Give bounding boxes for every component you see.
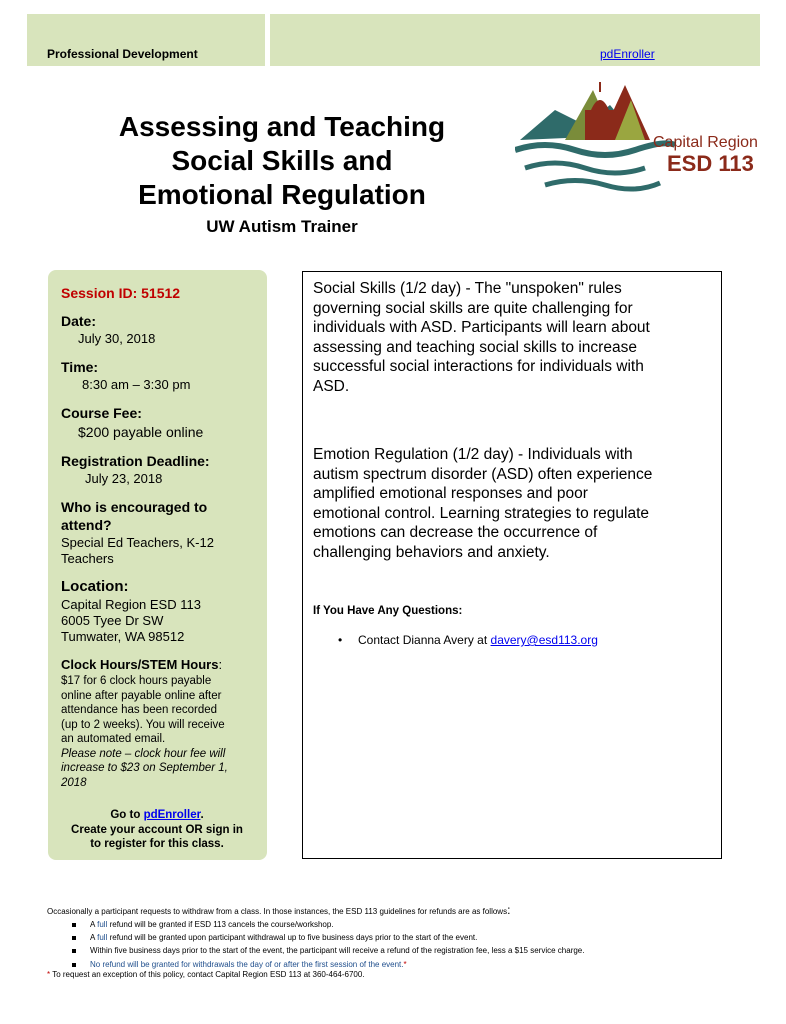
para2-line-4: emotional control. Learning strategies to regulate (313, 504, 650, 522)
para2-line-3: amplified emotional responses and poor (313, 485, 588, 502)
refund-item-3 (72, 946, 584, 955)
questions-heading: If You Have Any Questions: (313, 605, 463, 617)
header-label: Professional Development (47, 47, 198, 61)
refund-2-pre: A (90, 933, 98, 942)
para2-line-2: autism spectrum disorder (ASD) often experience (313, 465, 653, 483)
refund-intro (47, 903, 510, 917)
exception-text: To request an exception of this policy, contact Capital Region ESD 113 at 360-464-6700. (52, 970, 365, 979)
exception-asterisk: * (47, 970, 53, 979)
location-label: Location: (61, 578, 129, 595)
clock-line-1: $17 for 6 clock hours payable (61, 675, 212, 687)
refund-item-2 (72, 933, 477, 942)
audience-value-2: Teachers (61, 551, 114, 566)
para1-line-3: individuals with ASD. Participants will learn about (313, 319, 650, 336)
refund-item-1 (72, 920, 334, 929)
refund-1-post: refund will be granted if ESD 113 cancels the course/workshop. (107, 920, 334, 929)
location-line-1: Capital Region ESD 113 (61, 597, 201, 612)
refund-1-pre: A (90, 920, 98, 929)
social-skills-paragraph (313, 279, 713, 396)
refund-intro-colon: : (507, 903, 511, 917)
pdenroller-sidebar-link[interactable]: pdEnroller (143, 809, 201, 821)
clock-hours-details (61, 674, 261, 790)
refund-4-text: No refund will be granted for withdrawals the day of or after the first session of the event. (90, 960, 404, 969)
contact-prefix: Contact Dianna Avery at (358, 633, 491, 647)
bullet-square (72, 936, 76, 940)
para1-line-4: assessing and teaching social skills to increase (313, 338, 637, 356)
session-id: Session ID: 51512 (61, 285, 181, 301)
para1-line-2: governing social skills are quite challenging for (313, 299, 633, 317)
deadline-label: Registration Deadline: (61, 453, 210, 469)
deadline-value: July 23, 2018 (85, 471, 163, 486)
para1-line-5: successful social interactions for individuals with (313, 358, 644, 375)
refund-2-full: full (97, 933, 108, 942)
bullet-square (72, 923, 76, 927)
refund-intro-text: Occasionally a participant requests to withdraw from a class. In those instances, the ESD 113 guidelines for refunds are as follows (47, 907, 508, 916)
goto-suffix: . (200, 809, 204, 821)
clock-line-4: (up to 2 weeks). You will receive (61, 718, 225, 731)
refund-3-text: Within five business days prior to the start of the event, the participant will receive a refund of the registration fee, less a $15 service charge. (90, 946, 585, 955)
audience-label-2: attend? (61, 517, 112, 533)
clock-line-5: an automated email. (61, 733, 166, 745)
clock-hours-label (61, 657, 261, 672)
bullet-square (72, 963, 76, 967)
logo-text-line-1: Capital Region (653, 134, 758, 151)
date-value: July 30, 2018 (78, 331, 156, 346)
refund-1-full: full (97, 920, 108, 929)
fee-label: Course Fee: (61, 405, 142, 421)
clock-hours-label-text: Clock Hours/STEM Hours (61, 657, 219, 672)
refund-4-asterisk: * (403, 960, 407, 969)
time-value: 8:30 am – 3:30 pm (82, 377, 191, 392)
registration-instructions (52, 808, 262, 852)
page-subtitle: UW Autism Trainer (206, 217, 358, 236)
goto-line-2: Create your account OR sign in (71, 823, 243, 836)
location-line-3: Tumwater, WA 98512 (61, 629, 185, 644)
clock-hours-colon: : (218, 657, 223, 672)
contact-email-link[interactable]: davery@esd113.org (490, 633, 598, 647)
logo-text-line-2: ESD 113 (667, 151, 754, 176)
note-line-1: Please note – clock hour fee will (61, 747, 226, 760)
para2-line-1: Emotion Regulation (1/2 day) - Individuals with (313, 446, 633, 463)
clock-line-2: online after payable online after (61, 689, 222, 702)
para1-line-6: ASD. (313, 377, 350, 395)
para2-line-6: challenging behaviors and anxiety. (313, 543, 550, 561)
pdenroller-header-link[interactable]: pdEnroller (600, 47, 655, 61)
capital-region-esd-logo (515, 80, 765, 200)
bullet-dot: • (338, 633, 343, 647)
location-line-2: 6005 Tyee Dr SW (61, 613, 164, 628)
refund-item-4 (72, 960, 407, 969)
title-line-2: Social Skills and (171, 145, 393, 176)
note-line-3: 2018 (61, 776, 87, 789)
clock-line-3: attendance has been recorded (61, 704, 218, 716)
title-line-3: Emotional Regulation (138, 179, 426, 210)
page-title (92, 110, 472, 212)
para2-line-5: emotions can decrease the occurrence of (313, 524, 598, 541)
goto-prefix: Go to (110, 809, 144, 821)
header-right-panel (270, 14, 760, 66)
audience-label-1: Who is encouraged to (61, 499, 208, 515)
emotion-regulation-paragraph (313, 445, 713, 562)
para1-line-1: Social Skills (1/2 day) - The "unspoken" rules (313, 280, 622, 297)
goto-line-3: to register for this class. (90, 838, 224, 850)
refund-2-post: refund will be granted upon participant withdrawal up to five business days prior to the start of the event. (107, 933, 478, 942)
refund-exception (47, 970, 365, 979)
note-line-2: increase to $23 on September 1, (61, 762, 228, 774)
title-line-1: Assessing and Teaching (118, 111, 446, 142)
time-label: Time: (61, 359, 99, 375)
bullet-square (72, 949, 76, 953)
audience-value-1: Special Ed Teachers, K-12 (61, 535, 214, 550)
date-label: Date: (61, 313, 97, 329)
fee-value: $200 payable online (78, 424, 204, 440)
